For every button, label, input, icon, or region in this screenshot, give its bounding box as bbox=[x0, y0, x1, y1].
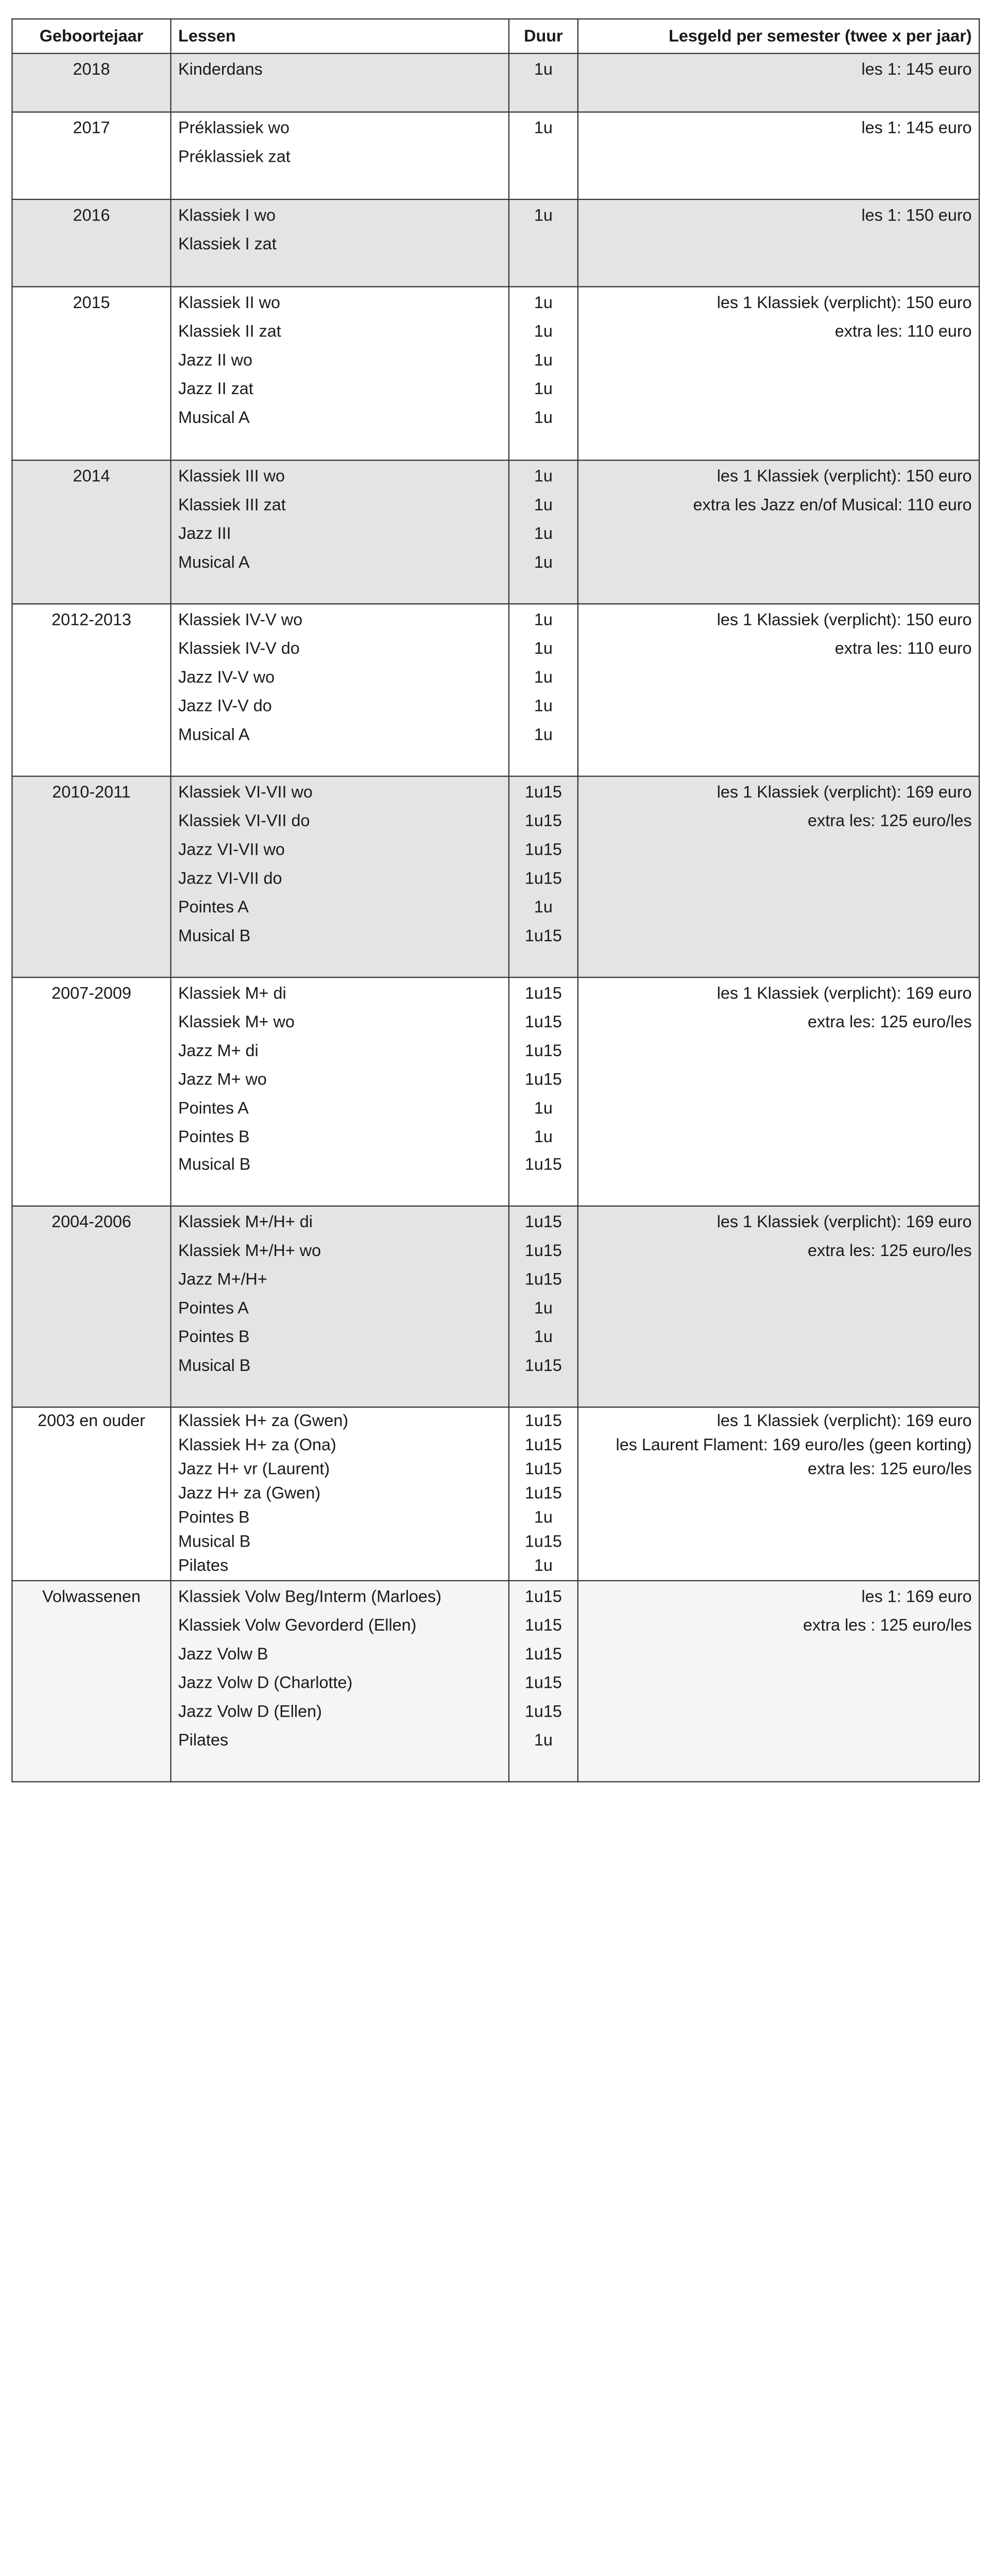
lesson-name: Musical A bbox=[178, 553, 250, 572]
birth-year-cell bbox=[12, 287, 170, 461]
lesson-duration: 1u bbox=[534, 409, 553, 427]
fee-line: extra les: 125 euro/les bbox=[808, 812, 972, 831]
fee-line: les 1 Klassiek (verplicht): 150 euro bbox=[717, 294, 972, 313]
lesson-name: Pointes B bbox=[178, 1509, 250, 1528]
lesson-name: Klassiek IV-V do bbox=[178, 640, 300, 658]
fee-line: extra les: 125 euro/les bbox=[808, 1460, 972, 1479]
lesson-duration: 1u15 bbox=[524, 1484, 562, 1503]
birth-year: 2016 bbox=[73, 207, 110, 226]
lesson-name: Klassiek III wo bbox=[178, 467, 285, 486]
fee-cell bbox=[578, 1206, 979, 1407]
lesson-name: Jazz IV-V wo bbox=[178, 668, 275, 687]
fee-line: les Laurent Flament: 169 euro/les (geen korting) bbox=[616, 1436, 972, 1455]
lesson-name: Klassiek I wo bbox=[178, 207, 276, 226]
lesson-name: Klassiek VI-VII do bbox=[178, 812, 310, 831]
lessons-cell bbox=[171, 112, 509, 199]
birth-year-cell bbox=[12, 112, 170, 199]
birth-year: 2014 bbox=[73, 467, 110, 486]
lesson-duration: 1u bbox=[534, 668, 553, 687]
lesson-duration: 1u bbox=[534, 725, 553, 744]
birth-year-cell bbox=[12, 460, 170, 604]
duration-cell bbox=[509, 112, 578, 199]
table-row bbox=[12, 54, 979, 112]
duration-cell bbox=[509, 1581, 578, 1782]
birth-year: 2012-2013 bbox=[52, 611, 131, 630]
lesson-name: Jazz H+ vr (Laurent) bbox=[178, 1460, 330, 1479]
lesson-name: Klassiek H+ za (Ona) bbox=[178, 1436, 336, 1455]
lesson-name: Jazz VI-VII do bbox=[178, 869, 282, 888]
birth-year: 2004-2006 bbox=[52, 1213, 131, 1232]
table-row bbox=[12, 112, 979, 199]
birth-year-cell bbox=[12, 1407, 170, 1581]
duration-cell bbox=[509, 287, 578, 461]
lesson-duration: 1u bbox=[534, 1299, 553, 1318]
lesson-name: Jazz M+ wo bbox=[178, 1071, 267, 1089]
header-lessen: Lessen bbox=[171, 19, 509, 54]
table-body bbox=[12, 54, 979, 1782]
lesson-duration: 1u15 bbox=[524, 1242, 562, 1261]
lessons-cell bbox=[171, 1206, 509, 1407]
fee-cell bbox=[578, 54, 979, 112]
lesson-name: Jazz IV-V do bbox=[178, 697, 272, 716]
lesson-duration: 1u15 bbox=[524, 1042, 562, 1061]
lesson-duration: 1u bbox=[534, 640, 553, 658]
birth-year: 2017 bbox=[73, 119, 110, 138]
fee-cell bbox=[578, 199, 979, 287]
table-row bbox=[12, 604, 979, 776]
lesson-duration: 1u bbox=[534, 611, 553, 630]
lessons-cell bbox=[171, 776, 509, 977]
duration-cell bbox=[509, 1206, 578, 1407]
lesson-duration: 1u15 bbox=[524, 1460, 562, 1479]
lesson-name: Klassiek VI-VII wo bbox=[178, 784, 313, 802]
lessons-cell bbox=[171, 1581, 509, 1782]
lesson-duration: 1u15 bbox=[524, 1702, 562, 1721]
lesson-name: Musical B bbox=[178, 1533, 251, 1552]
fee-line: les 1: 150 euro bbox=[861, 207, 972, 226]
lesson-name: Musical B bbox=[178, 926, 251, 945]
lesson-name: Klassiek Volw Beg/Interm (Marloes) bbox=[178, 1588, 442, 1607]
lesson-name: Préklassiek zat bbox=[178, 148, 291, 167]
birth-year: 2007-2009 bbox=[52, 985, 131, 1004]
fee-cell bbox=[578, 460, 979, 604]
lesson-name: Klassiek Volw Gevorderd (Ellen) bbox=[178, 1617, 417, 1635]
lesson-name: Pilates bbox=[178, 1731, 229, 1750]
header-duur: Duur bbox=[509, 19, 578, 54]
lesson-name: Jazz III bbox=[178, 524, 231, 544]
fee-cell bbox=[578, 1581, 979, 1782]
lesson-duration: 1u15 bbox=[524, 1071, 562, 1089]
lessons-cell bbox=[171, 977, 509, 1206]
lesson-name: Klassiek I zat bbox=[178, 235, 277, 254]
fee-cell bbox=[578, 776, 979, 977]
fee-cell bbox=[578, 977, 979, 1206]
lesson-duration: 1u15 bbox=[524, 1645, 562, 1664]
fee-table bbox=[11, 19, 980, 1783]
header-lesgeld: Lesgeld per semester (twee x per jaar) bbox=[578, 19, 979, 54]
fee-line: les 1: 169 euro bbox=[861, 1588, 972, 1607]
lesson-name: Musical B bbox=[178, 1156, 251, 1175]
lesson-name: Klassiek III zat bbox=[178, 496, 286, 515]
lesson-duration: 1u15 bbox=[524, 1617, 562, 1635]
lesson-duration: 1u bbox=[534, 380, 553, 399]
fee-cell bbox=[578, 287, 979, 461]
duration-cell bbox=[509, 54, 578, 112]
duration-cell bbox=[509, 977, 578, 1206]
lesson-name: Jazz Volw D (Ellen) bbox=[178, 1702, 322, 1721]
lesson-duration: 1u15 bbox=[524, 1013, 562, 1032]
lesson-name: Pointes B bbox=[178, 1128, 250, 1146]
lesson-name: Pointes B bbox=[178, 1328, 250, 1347]
lesson-duration: 1u bbox=[534, 61, 553, 79]
lesson-duration: 1u bbox=[534, 119, 553, 138]
birth-year-cell bbox=[12, 54, 170, 112]
fee-line: extra les: 110 euro bbox=[834, 323, 972, 342]
lesson-duration: 1u bbox=[534, 1731, 553, 1750]
lesson-name: Klassiek M+ di bbox=[178, 985, 286, 1004]
fee-cell bbox=[578, 1407, 979, 1581]
table-row bbox=[12, 1206, 979, 1407]
fee-line: les 1 Klassiek (verplicht): 169 euro bbox=[717, 784, 972, 802]
birth-year: 2010-2011 bbox=[52, 784, 131, 802]
birth-year-cell bbox=[12, 977, 170, 1206]
lessons-cell bbox=[171, 199, 509, 287]
lesson-name: Jazz H+ za (Gwen) bbox=[178, 1484, 321, 1503]
lesson-name: Musical A bbox=[178, 725, 250, 744]
lessons-cell bbox=[171, 604, 509, 776]
header-geboortejaar: Geboortejaar bbox=[12, 19, 170, 54]
lesson-duration: 1u15 bbox=[524, 869, 562, 888]
lesson-duration: 1u bbox=[534, 1099, 553, 1118]
lesson-duration: 1u15 bbox=[524, 812, 562, 831]
duration-cell bbox=[509, 199, 578, 287]
fee-line: extra les: 125 euro/les bbox=[808, 1242, 972, 1261]
lesson-name: Jazz VI-VII wo bbox=[178, 841, 285, 859]
lesson-duration: 1u bbox=[534, 467, 553, 486]
lesson-name: Pointes A bbox=[178, 1099, 249, 1118]
lesson-duration: 1u bbox=[534, 496, 553, 515]
lessons-cell bbox=[171, 54, 509, 112]
lesson-duration: 1u bbox=[534, 1509, 553, 1528]
lesson-name: Pilates bbox=[178, 1557, 229, 1576]
fee-line: les 1: 145 euro bbox=[861, 61, 972, 79]
birth-year: 2018 bbox=[73, 61, 110, 79]
lesson-name: Kinderdans bbox=[178, 61, 263, 79]
birth-year-cell bbox=[12, 199, 170, 287]
fee-line: les 1 Klassiek (verplicht): 150 euro bbox=[717, 611, 972, 630]
lesson-duration: 1u bbox=[534, 553, 553, 572]
lesson-name: Jazz M+ di bbox=[178, 1042, 259, 1061]
lesson-name: Musical B bbox=[178, 1357, 251, 1375]
lesson-duration: 1u15 bbox=[524, 1674, 562, 1692]
lesson-name: Pointes A bbox=[178, 898, 249, 917]
lesson-duration: 1u bbox=[534, 351, 553, 370]
table-row bbox=[12, 977, 979, 1206]
birth-year-cell bbox=[12, 1206, 170, 1407]
lesson-name: Klassiek H+ za (Gwen) bbox=[178, 1412, 349, 1431]
lesson-duration: 1u bbox=[534, 1328, 553, 1347]
header-row bbox=[12, 19, 979, 54]
lesson-name: Musical A bbox=[178, 409, 250, 427]
lesson-name: Klassiek II wo bbox=[178, 294, 280, 313]
lesson-duration: 1u15 bbox=[524, 1213, 562, 1232]
fee-line: les 1 Klassiek (verplicht): 169 euro bbox=[717, 985, 972, 1004]
table-row bbox=[12, 460, 979, 604]
duration-cell bbox=[509, 460, 578, 604]
lesson-name: Pointes A bbox=[178, 1299, 249, 1318]
lesson-duration: 1u15 bbox=[524, 985, 562, 1004]
lesson-duration: 1u bbox=[534, 294, 553, 313]
lesson-duration: 1u15 bbox=[524, 841, 562, 859]
lesson-name: Préklassiek wo bbox=[178, 119, 289, 138]
duration-cell bbox=[509, 1407, 578, 1581]
lesson-duration: 1u15 bbox=[524, 1156, 562, 1175]
lessons-cell bbox=[171, 460, 509, 604]
table-row bbox=[12, 1581, 979, 1782]
lesson-duration: 1u15 bbox=[524, 784, 562, 802]
table-row bbox=[12, 199, 979, 287]
lesson-duration: 1u15 bbox=[524, 926, 562, 945]
lesson-name: Jazz M+/H+ bbox=[178, 1270, 267, 1290]
fee-line: extra les : 125 euro/les bbox=[803, 1617, 972, 1635]
lesson-name: Jazz Volw D (Charlotte) bbox=[178, 1674, 353, 1692]
fee-line: les 1 Klassiek (verplicht): 169 euro bbox=[717, 1213, 972, 1232]
fee-line: les 1: 145 euro bbox=[861, 119, 972, 138]
lesson-duration: 1u15 bbox=[524, 1436, 562, 1455]
birth-year-cell bbox=[12, 776, 170, 977]
lesson-duration: 1u15 bbox=[524, 1357, 562, 1375]
lesson-duration: 1u bbox=[534, 1557, 553, 1576]
duration-cell bbox=[509, 604, 578, 776]
lesson-name: Klassiek IV-V wo bbox=[178, 611, 303, 630]
fee-line: extra les: 110 euro bbox=[834, 640, 972, 658]
lesson-duration: 1u15 bbox=[524, 1270, 562, 1290]
birth-year-cell bbox=[12, 1581, 170, 1782]
lesson-duration: 1u bbox=[534, 898, 553, 917]
lesson-duration: 1u15 bbox=[524, 1533, 562, 1552]
birth-year: Volwassenen bbox=[42, 1588, 141, 1607]
fee-cell bbox=[578, 604, 979, 776]
birth-year: 2015 bbox=[73, 294, 110, 313]
table-row bbox=[12, 776, 979, 977]
lesson-name: Jazz II zat bbox=[178, 380, 253, 399]
lesson-name: Klassiek M+ wo bbox=[178, 1013, 295, 1032]
lesson-name: Jazz II wo bbox=[178, 351, 252, 370]
lesson-duration: 1u bbox=[534, 697, 553, 716]
fee-line: extra les Jazz en/of Musical: 110 euro bbox=[693, 496, 972, 515]
fee-line: extra les: 125 euro/les bbox=[808, 1013, 972, 1032]
lesson-duration: 1u bbox=[534, 207, 553, 226]
fee-line: les 1 Klassiek (verplicht): 169 euro bbox=[717, 1412, 972, 1431]
lesson-duration: 1u bbox=[534, 1128, 553, 1146]
fee-cell bbox=[578, 112, 979, 199]
fee-line: les 1 Klassiek (verplicht): 150 euro bbox=[717, 467, 972, 486]
table-row bbox=[12, 287, 979, 461]
lesson-duration: 1u15 bbox=[524, 1412, 562, 1431]
lesson-name: Klassiek M+/H+ wo bbox=[178, 1242, 321, 1261]
lesson-duration: 1u bbox=[534, 524, 553, 544]
lessons-cell bbox=[171, 1407, 509, 1581]
birth-year: 2003 en ouder bbox=[38, 1412, 145, 1431]
table-row bbox=[12, 1407, 979, 1581]
lesson-duration: 1u15 bbox=[524, 1588, 562, 1607]
birth-year-cell bbox=[12, 604, 170, 776]
lesson-name: Klassiek II zat bbox=[178, 323, 281, 342]
lessons-cell bbox=[171, 287, 509, 461]
duration-cell bbox=[509, 776, 578, 977]
lesson-name: Jazz Volw B bbox=[178, 1645, 268, 1664]
lesson-duration: 1u bbox=[534, 323, 553, 342]
lesson-name: Klassiek M+/H+ di bbox=[178, 1213, 313, 1232]
